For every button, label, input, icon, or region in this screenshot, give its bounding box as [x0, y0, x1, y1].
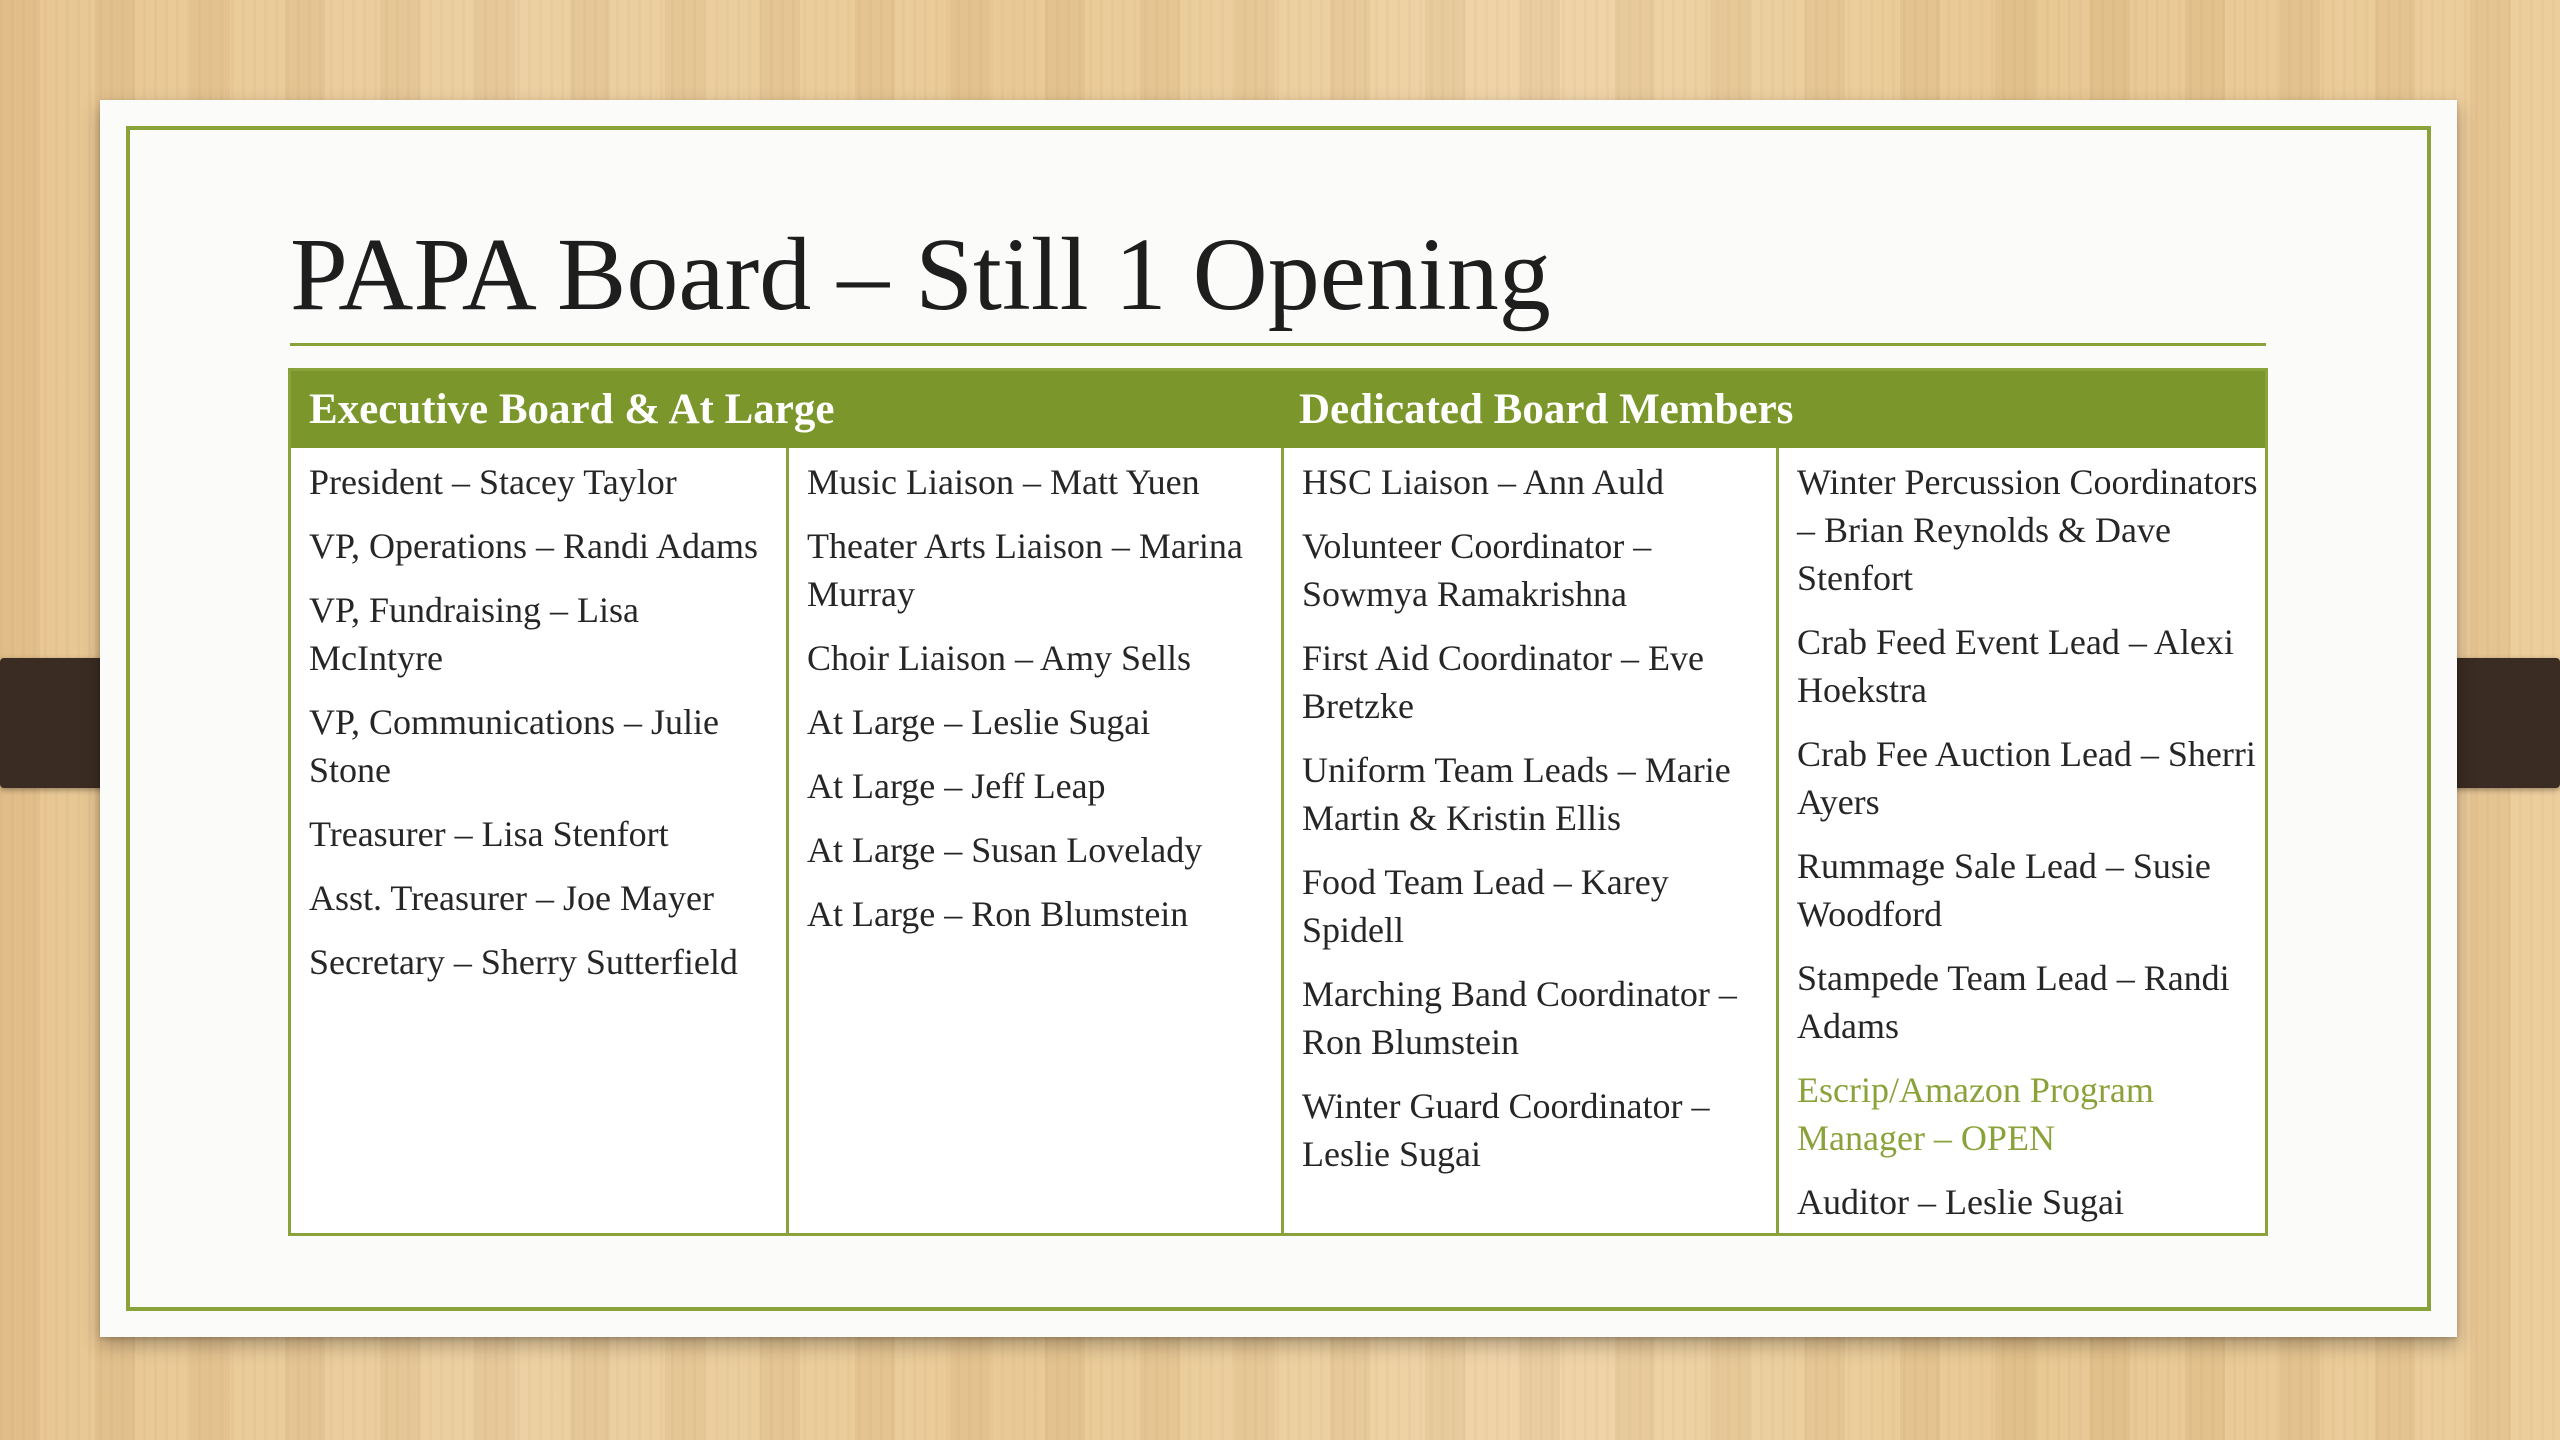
column-executive-board	[291, 448, 786, 1233]
table-cell-entry: VP, Communications – Julie Stone	[309, 702, 720, 790]
table-cell-entry: Music Liaison – Matt Yuen	[807, 462, 1200, 502]
table-cell-entry: At Large – Susan Lovelady	[807, 830, 1203, 870]
table-cell-entry: First Aid Coordinator – Eve Bretzke	[1302, 638, 1704, 726]
table-cell-entry: Volunteer Coordinator – Sowmya Ramakrishna	[1302, 526, 1652, 614]
table-cell-entry: Crab Fee Auction Lead – Sherri Ayers	[1797, 734, 2256, 822]
table-cell-entry: At Large – Jeff Leap	[807, 766, 1106, 806]
table-cell-entry: Rummage Sale Lead – Susie Woodford	[1797, 846, 2211, 934]
board-table	[288, 368, 2268, 1236]
table-cell-entry: Asst. Treasurer – Joe Mayer	[309, 878, 714, 918]
slide-title: PAPA Board – Still 1 Opening	[290, 217, 1551, 332]
table-cell-entry: Uniform Team Leads – Marie Martin & Kristin Ellis	[1302, 750, 1731, 838]
header-executive-board: Executive Board & At Large	[309, 386, 835, 433]
table-cell-entry: Treasurer – Lisa Stenfort	[309, 814, 669, 854]
header-dedicated-board-members: Dedicated Board Members	[1299, 386, 1794, 433]
title-divider	[290, 343, 2266, 346]
table-cell-entry: Stampede Team Lead – Randi Adams	[1797, 958, 2230, 1046]
board-table-header	[291, 371, 2265, 448]
table-cell-entry: Auditor – Leslie Sugai	[1797, 1182, 2124, 1222]
table-cell-entry: Theater Arts Liaison – Marina Murray	[807, 526, 1243, 614]
table-cell-entry: VP, Operations – Randi Adams	[309, 526, 758, 566]
table-cell-entry: At Large – Ron Blumstein	[807, 894, 1189, 934]
column-liaisons-at-large	[786, 448, 1281, 1233]
table-cell-entry: Marching Band Coordinator – Ron Blumstein	[1302, 974, 1737, 1062]
table-cell-entry: HSC Liaison – Ann Auld	[1302, 462, 1665, 502]
table-cell-entry: Winter Percussion Coordinators – Brian Reynolds & Dave Stenfort	[1797, 462, 2258, 598]
column-dedicated-members-1	[1281, 448, 1776, 1233]
table-cell-entry: VP, Fundraising – Lisa McIntyre	[309, 590, 640, 678]
table-cell-entry: Choir Liaison – Amy Sells	[807, 638, 1192, 678]
table-cell-entry: Winter Guard Coordinator – Leslie Sugai	[1302, 1086, 1710, 1174]
column-dedicated-members-2	[1776, 448, 2271, 1233]
table-cell-entry: Food Team Lead – Karey Spidell	[1302, 862, 1669, 950]
table-cell-entry: President – Stacey Taylor	[309, 462, 677, 502]
table-cell-entry: Crab Feed Event Lead – Alexi Hoekstra	[1797, 622, 2234, 710]
open-position-entry: Escrip/Amazon Program Manager – OPEN	[1797, 1070, 2154, 1158]
table-cell-entry: Secretary – Sherry Sutterfield	[309, 942, 738, 982]
table-cell-entry: At Large – Leslie Sugai	[807, 702, 1151, 742]
slide-card	[100, 100, 2457, 1337]
